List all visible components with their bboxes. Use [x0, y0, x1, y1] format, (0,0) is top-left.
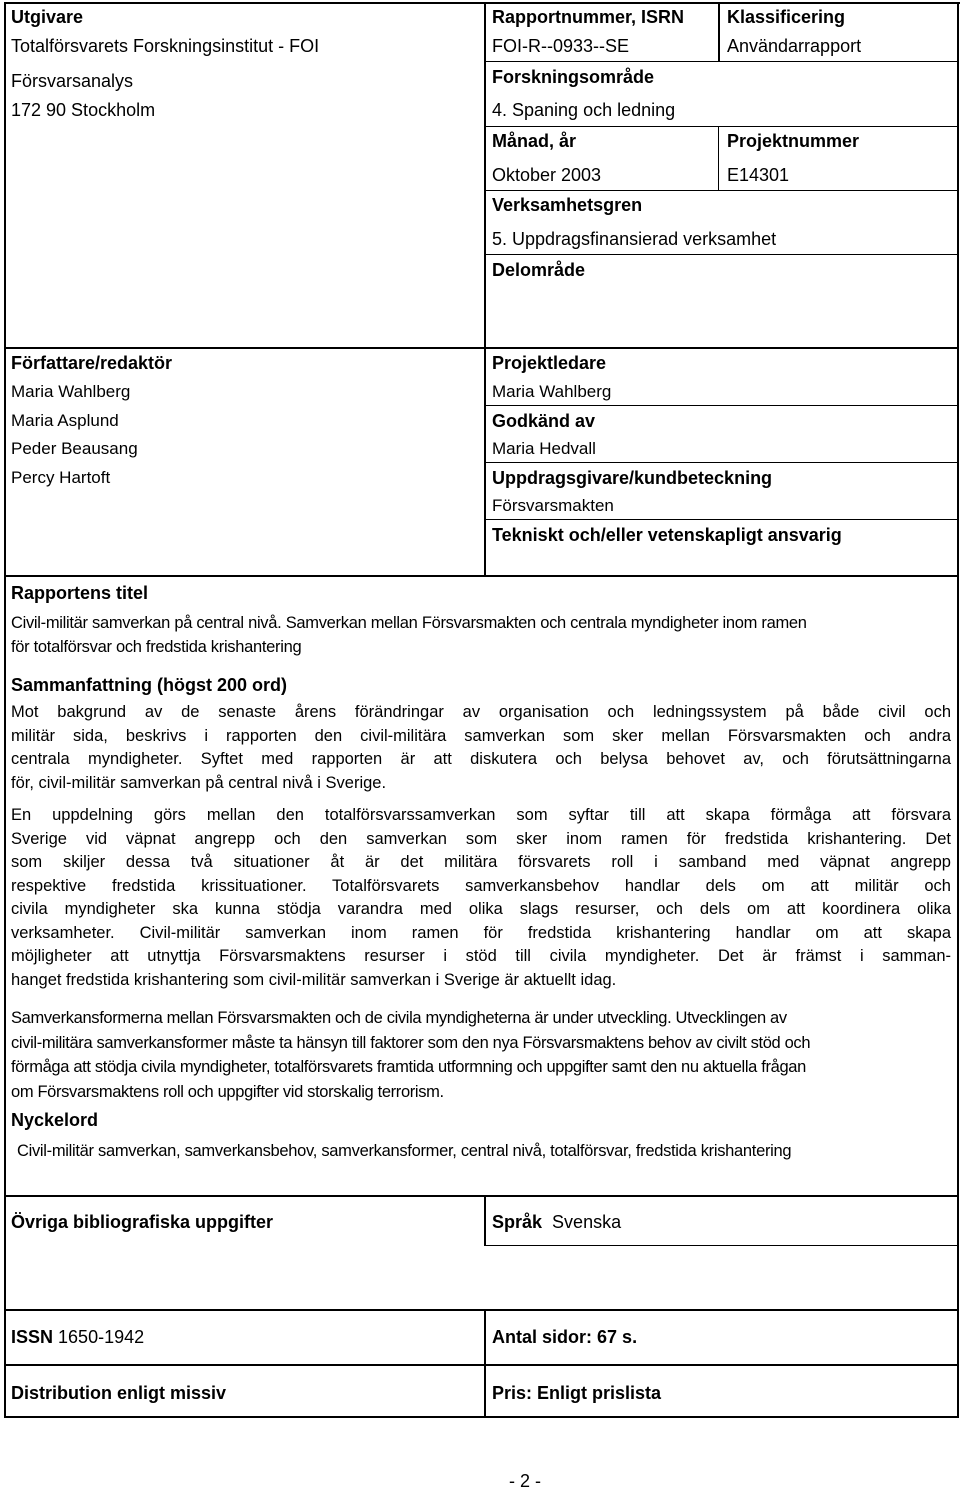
divider-uppdragsgivare: [485, 519, 959, 520]
divider-distribution-top: [4, 1364, 959, 1366]
summary-line: förmåga att stödja civila myndigheter, totalförsvarets framtida utformning och uppgifter samt den nu aktuella frågan: [11, 1058, 806, 1076]
publisher-name: Totalförsvarets Forskningsinstitut - FOI: [11, 36, 320, 56]
business-branch-label: Verksamhetsgren: [492, 195, 643, 215]
summary-line: hanget fredstida krishantering som civil-militär samverkan i Sverige är aktuellt idag.: [11, 970, 617, 989]
author-name: Percy Hartoft: [11, 468, 111, 487]
summary-line: civil-militära samverkansformer måste ta hänsyn till faktorer som den nya Försvarsmaktens behov av civilt stöd och: [11, 1033, 811, 1052]
authors-label: Författare/redaktör: [11, 353, 173, 373]
divider-row3: [485, 190, 959, 191]
divider-title-top: [4, 575, 959, 577]
summary-paragraph-1: [11, 701, 951, 795]
language-label: Språk: [492, 1212, 543, 1232]
page-count-value: 67 s.: [597, 1327, 638, 1347]
publisher-address: 172 90 Stockholm: [11, 100, 156, 120]
project-number-label: Projektnummer: [727, 131, 860, 151]
approved-by-value: Maria Hedvall: [492, 439, 596, 458]
distribution-label: Distribution enligt missiv: [11, 1383, 227, 1403]
sub-area-label: Delområde: [492, 260, 586, 280]
client-value: Försvarsmakten: [492, 496, 614, 515]
research-area-value: 4. Spaning och ledning: [492, 100, 676, 120]
summary-line: En uppdelning görs mellan den totalförsvarssamverkan som syftar till att skapa förmåga att försvara: [11, 806, 951, 824]
technical-responsible-label: Tekniskt och/eller vetenskapligt ansvarig: [492, 525, 842, 545]
divider-godkand: [485, 462, 959, 463]
report-title-label: Rapportens titel: [11, 583, 149, 603]
language-value: Svenska: [552, 1212, 622, 1232]
author-name: Peder Beausang: [11, 439, 138, 458]
classification-value: Användarrapport: [727, 36, 862, 56]
summary-line: om Försvarsmaktens roll och uppgifter vid storskalig terrorism.: [11, 1082, 444, 1101]
divider-vertical-language: [484, 1196, 486, 1246]
report-title-line: Civil-militär samverkan på central nivå. Samverkan mellan Försvarsmakten och centrala myndigheter inom ramen: [11, 614, 807, 632]
classification-label: Klassificering: [727, 7, 846, 27]
summary-line: Samverkansformerna mellan Försvarsmakten och de civila myndigheterna är under utveckling. Utvecklingen av: [11, 1009, 787, 1027]
business-branch-value: 5. Uppdragsfinansierad verksamhet: [492, 229, 777, 249]
page-count-field: [492, 1326, 637, 1348]
publisher-department: Försvarsanalys: [11, 71, 134, 91]
summary-line: civila myndigheter ska kunna stödja varandra med olika slags resurser, och dels om att koordinera olika: [11, 900, 951, 918]
publisher-label: Utgivare: [11, 7, 84, 27]
summary-label: Sammanfattning (högst 200 ord): [11, 675, 288, 695]
summary-line: Sverige vid väpnat angrepp och den samverkan som sker inom ramen för fredstida krishantering. Det: [11, 829, 951, 848]
divider-issn-top: [4, 1309, 959, 1311]
project-leader-label: Projektledare: [492, 353, 607, 373]
approved-by-label: Godkänd av: [492, 411, 596, 431]
month-year-value: Oktober 2003: [492, 165, 602, 185]
divider-row2: [485, 126, 959, 127]
border-bottom: [4, 1416, 959, 1418]
report-title-line: för totalförsvar och fredstida krishantering: [11, 638, 302, 656]
divider-vertical-class: [718, 2, 720, 62]
divider-authors-top: [4, 347, 959, 349]
border-right: [957, 2, 959, 1418]
issn-value: 1650-1942: [58, 1327, 145, 1347]
page-number: - 2 -: [508, 1471, 541, 1491]
divider-projektledare: [485, 405, 959, 406]
border-top: [4, 2, 960, 4]
language-field: [492, 1211, 621, 1233]
summary-paragraph-2: [11, 804, 951, 992]
keywords-value: Civil-militär samverkan, samverkansbehov, samverkansformer, central nivå, totalförsvar, fredstida krishantering: [17, 1142, 792, 1160]
divider-vertical-top: [484, 2, 486, 576]
keywords-label: Nyckelord: [11, 1110, 99, 1130]
report-number-value: FOI-R--0933--SE: [492, 36, 630, 56]
issn-label: ISSN: [11, 1327, 54, 1347]
summary-line: som skiljer dessa två situationer åt är det militära försvarets roll i samband med väpnat angrepp: [11, 853, 951, 871]
summary-line: möjligheter att utnyttja Försvarsmaktens resurser i stöd till civila myndigheter. Det är främst i samman-: [11, 947, 951, 965]
project-number-value: E14301: [727, 165, 790, 185]
divider-other-top: [4, 1195, 959, 1197]
summary-line: militär sida, beskrivs i rapporten den civil-militära samverkan som sker mellan Försvarsmakten och andra: [11, 726, 951, 745]
border-left: [4, 2, 6, 1418]
issn-field: [11, 1326, 144, 1348]
summary-line: centrala myndigheter. Syftet med rapporten är att diskutera och belysa behovet av, och förutsättningarna: [11, 750, 951, 768]
summary-line: Mot bakgrund av de senaste årens förändringar av organisation och ledningssystem på både civil och: [11, 703, 951, 721]
project-leader-value: Maria Wahlberg: [492, 382, 612, 401]
summary-line: respektive fredstida krissituationer. Totalförsvarets samverkansbehov handlar dels om att militär och: [11, 876, 951, 895]
page-count-label: Antal sidor:: [492, 1327, 593, 1347]
summary-line: verksamheter. Civil-militär samverkan inom ramen för fredstida krishantering handlar om att skapa: [11, 923, 951, 942]
client-label: Uppdragsgivare/kundbeteckning: [492, 468, 773, 488]
other-bibliographic-label: Övriga bibliografiska uppgifter: [11, 1212, 274, 1232]
summary-line: för, civil-militär samverkan på central nivå i Sverige.: [11, 773, 387, 792]
month-year-label: Månad, år: [492, 131, 577, 151]
divider-language-bottom: [485, 1245, 959, 1246]
price-label: Pris: Enligt prislista: [492, 1383, 662, 1403]
divider-row1: [485, 61, 959, 62]
divider-row4: [485, 254, 959, 255]
report-number-label: Rapportnummer, ISRN: [492, 7, 685, 27]
author-name: Maria Wahlberg: [11, 382, 131, 401]
divider-vertical-project: [718, 126, 719, 190]
research-area-label: Forskningsområde: [492, 67, 655, 87]
summary-paragraph-3: [11, 1006, 951, 1104]
author-name: Maria Asplund: [11, 411, 119, 430]
